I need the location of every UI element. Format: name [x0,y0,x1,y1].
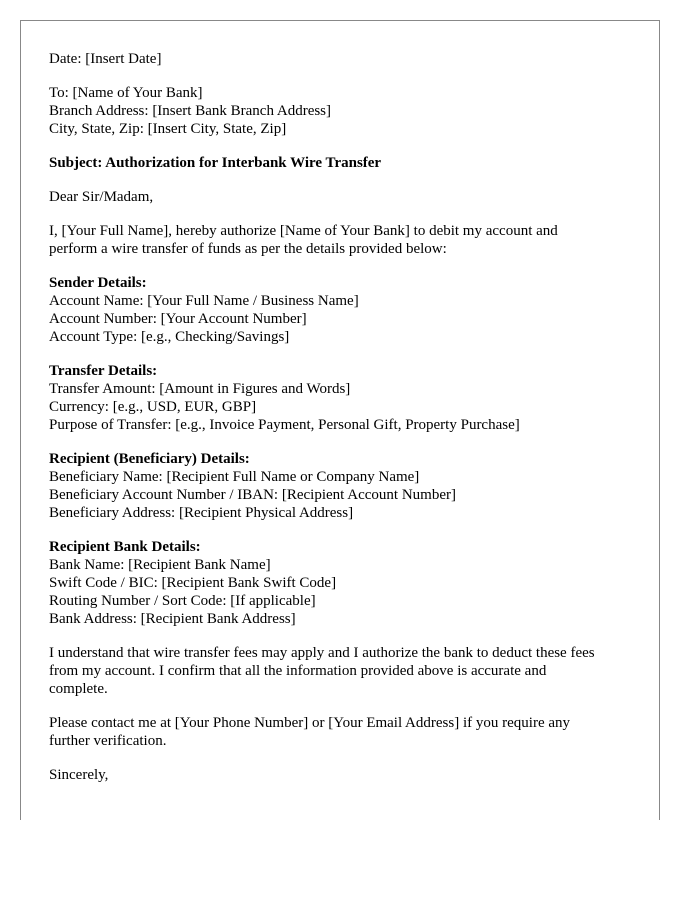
letter-body [49,50,649,800]
sender-line: Account Name: [Your Full Name / Business Name] [49,293,359,309]
address-line: Branch Address: [Insert Bank Branch Address] [49,103,332,119]
fees-line: from my account. I confirm that all the information provided above is accurate and [49,663,547,679]
transfer-details [49,362,649,434]
intro-paragraph [49,222,649,258]
sender-details [49,274,649,346]
closing-text: Sincerely, [49,767,109,783]
recipient-line: Beneficiary Address: [Recipient Physical Address] [49,505,354,521]
bank-address [49,84,649,138]
fees-line: complete. [49,681,108,697]
transfer-line: Transfer Amount: [Amount in Figures and Words] [49,381,351,397]
date-text: Date: [Insert Date] [49,51,162,67]
recipient-details [49,450,649,522]
salutation [49,188,649,206]
fees-paragraph [49,644,649,698]
date-line [49,50,649,68]
recipient-heading: Recipient (Beneficiary) Details: [49,451,250,467]
recipient-line: Beneficiary Account Number / IBAN: [Recipient Account Number] [49,487,456,503]
recipient-bank-details [49,538,649,628]
transfer-line: Currency: [e.g., USD, EUR, GBP] [49,399,257,415]
recipient-bank-heading: Recipient Bank Details: [49,539,201,555]
sender-line: Account Type: [e.g., Checking/Savings] [49,329,290,345]
salutation-text: Dear Sir/Madam, [49,189,154,205]
intro-line: perform a wire transfer of funds as per the details provided below: [49,241,447,257]
intro-line: I, [Your Full Name], hereby authorize [Name of Your Bank] to debit my account and [49,223,558,239]
transfer-heading: Transfer Details: [49,363,158,379]
address-line: To: [Name of Your Bank] [49,85,203,101]
sender-heading: Sender Details: [49,275,147,291]
subject-text: Subject: Authorization for Interbank Wire Transfer [49,155,382,171]
closing [49,766,649,784]
recipient-line: Beneficiary Name: [Recipient Full Name or Company Name] [49,469,420,485]
recipient-bank-line: Swift Code / BIC: [Recipient Bank Swift Code] [49,575,337,591]
contact-paragraph [49,714,649,750]
sender-line: Account Number: [Your Account Number] [49,311,307,327]
fees-line: I understand that wire transfer fees may apply and I authorize the bank to deduct these fees [49,645,595,661]
recipient-bank-line: Bank Name: [Recipient Bank Name] [49,557,271,573]
recipient-bank-line: Routing Number / Sort Code: [If applicable] [49,593,316,609]
recipient-bank-line: Bank Address: [Recipient Bank Address] [49,611,296,627]
letter-page [20,20,660,820]
contact-line: Please contact me at [Your Phone Number] or [Your Email Address] if you require any [49,715,571,731]
transfer-line: Purpose of Transfer: [e.g., Invoice Payment, Personal Gift, Property Purchase] [49,417,520,433]
contact-line: further verification. [49,733,167,749]
address-line: City, State, Zip: [Insert City, State, Zip] [49,121,287,137]
subject-line [49,154,649,172]
